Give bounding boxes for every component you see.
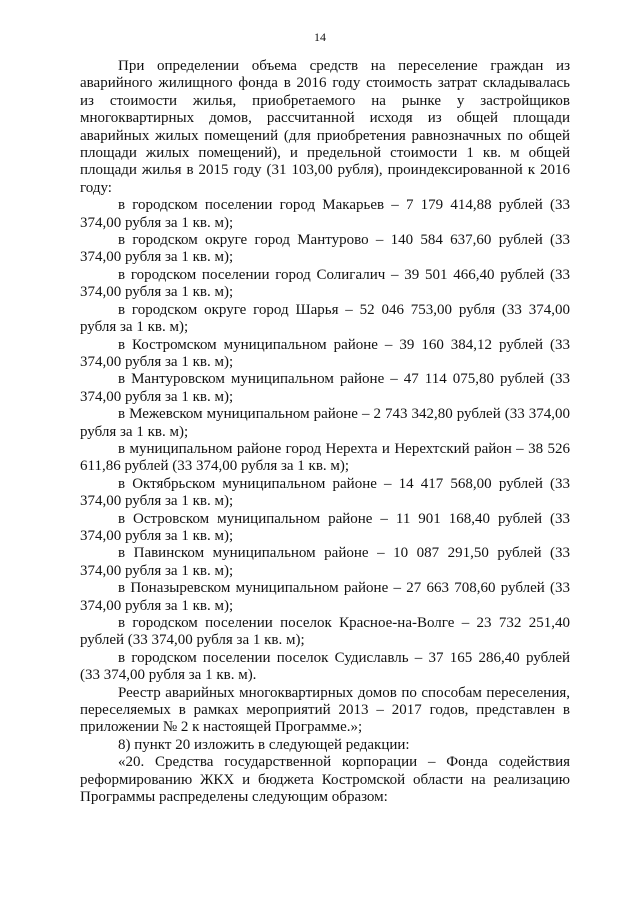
intro-paragraph: При определении объема средств на переселение граждан из аварийного жилищного фонда в 2016 году стоимость затрат складывалась из стоимости жилья, приобретаемого на рынке у застройщиков многоквартирных домов, рассчитанной исходя из общей площади аварийных жилых помещений (для приобретения равнозначных по общей площади жилых помещений), и предельной стоимости 1 кв. м общей площади жилья в 2015 году (31 103,00 рубля), проиндексированной к 2016 году: <box>80 58 570 196</box>
list-item: в городском поселении город Макарьев – 7 179 414,88 рублей (33 374,00 рубля за 1 кв. м); <box>80 197 570 231</box>
list-item: в городском поселении поселок Красное-на-Волге – 23 732 251,40 рублей (33 374,00 рубля за 1 кв. м); <box>80 615 570 649</box>
list-item: в муниципальном районе город Нерехта и Нерехтский район – 38 526 611,86 рублей (33 374,00 рубля за 1 кв. м); <box>80 440 570 475</box>
list-item: в Поназыревском муниципальном районе – 27 663 708,60 рублей (33 374,00 рубля за 1 кв. м); <box>80 580 570 614</box>
list-item: в городском поселении город Солигалич – 39 501 466,40 рублей (33 374,00 рубля за 1 кв. м); <box>80 266 570 301</box>
list-item: в Павинском муниципальном районе – 10 087 291,50 рублей (33 374,00 рубля за 1 кв. м); <box>80 545 570 579</box>
list-item: в городском округе город Мантурово – 140 584 637,60 рублей (33 374,00 рубля за 1 кв. м); <box>80 232 570 266</box>
list-item: в Мантуровском муниципальном районе – 47 114 075,80 рублей (33 374,00 рубля за 1 кв. м); <box>80 371 570 405</box>
list-item: в Октябрьском муниципальном районе – 14 417 568,00 рублей (33 374,00 рубля за 1 кв. м); <box>80 475 570 510</box>
page-number: 14 <box>314 30 326 44</box>
point-20-paragraph: «20. Средства государственной корпорации – Фонда содействия реформированию ЖКХ и бюджета Костромской области на реализацию Программы распределены следующим образом: <box>80 754 570 806</box>
list-item: в городском поселении поселок Судиславль – 37 165 286,40 рублей (33 374,00 рубля за 1 кв. м). <box>80 649 570 684</box>
list-item: в городском округе город Шарья – 52 046 753,00 рубля (33 374,00 рубля за 1 кв. м); <box>80 301 570 336</box>
list-item: в Костромском муниципальном районе – 39 160 384,12 рублей (33 374,00 рубля за 1 кв. м); <box>80 336 570 370</box>
list-item: в Межевском муниципальном районе – 2 743 342,80 рублей (33 374,00 рубля за 1 кв. м); <box>80 406 570 440</box>
document-body <box>80 58 570 806</box>
registry-paragraph: Реестр аварийных многоквартирных домов по способам переселения, переселяемых в рамках мероприятий 2013 – 2017 годов, представлен в приложении № 2 к настоящей Программе.»; <box>80 684 570 736</box>
point-8-paragraph: 8) пункт 20 изложить в следующей редакции: <box>118 736 410 753</box>
list-item: в Островском муниципальном районе – 11 901 168,40 рублей (33 374,00 рубля за 1 кв. м); <box>80 510 570 544</box>
